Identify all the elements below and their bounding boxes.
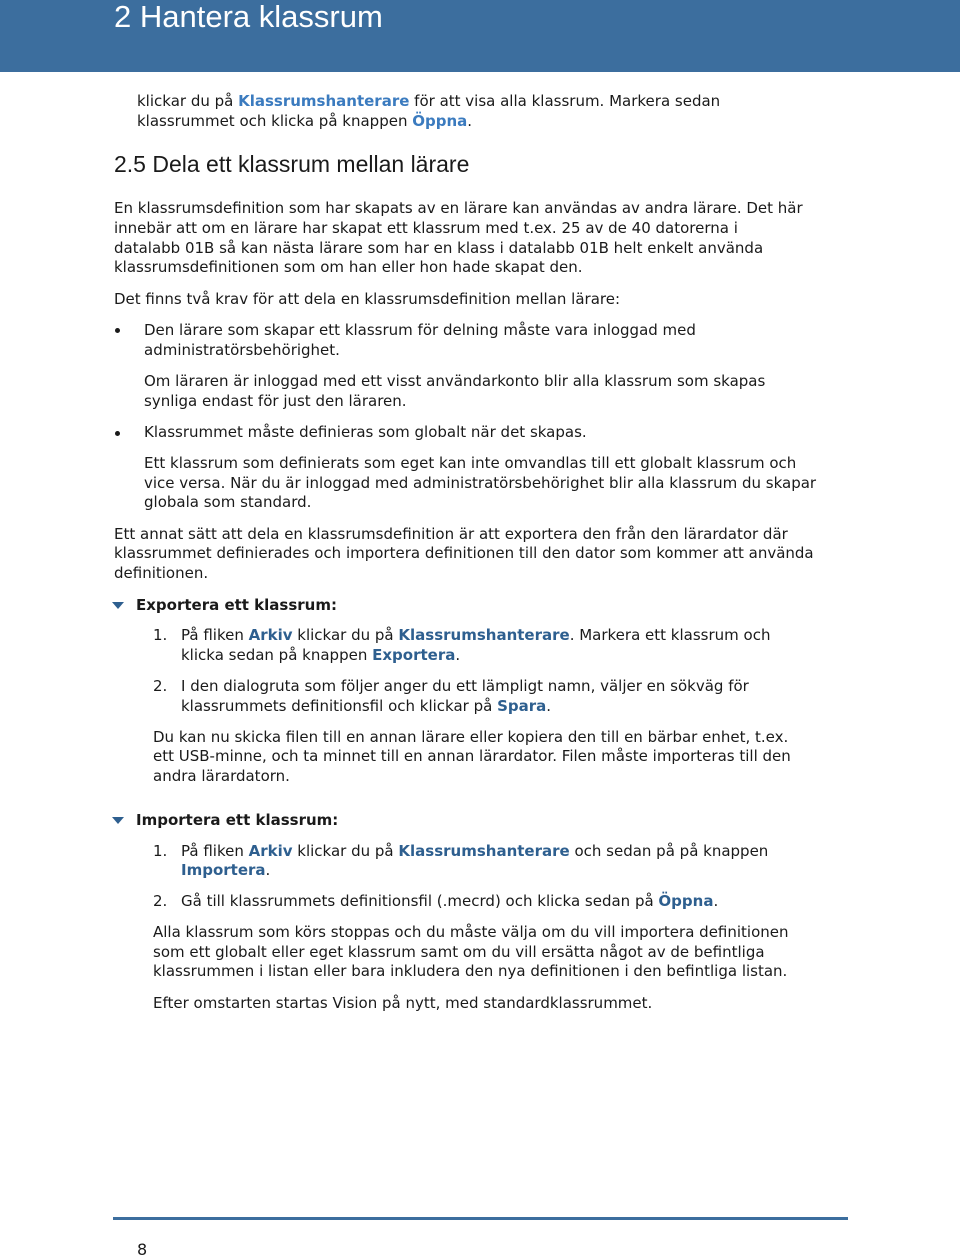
export-note: andra lärardatorn. bbox=[153, 767, 290, 785]
para1-line: En klassrumsdefinition som har skapats av en lärare kan användas av andra lärare. Det här bbox=[114, 199, 803, 217]
export-step-2-line: klassrummets definitionsfil och klickar på Spara. bbox=[181, 697, 552, 715]
para2: Det finns två krav för att dela en klassrumsdefinition mellan lärare: bbox=[114, 290, 621, 308]
para3-line: klassrummet definierades och importera definitionen till den dator som kommer att använda bbox=[114, 544, 814, 562]
step-number: 1. bbox=[153, 626, 168, 644]
chapter-header-bar bbox=[0, 0, 960, 72]
para3-line: Ett annat sätt att dela en klassrumsdefinition är att exportera den från den lärardator där bbox=[114, 525, 788, 543]
export-procedure-title: Exportera ett klassrum: bbox=[136, 596, 337, 614]
import-note: Alla klassrum som körs stoppas och du måste välja om du vill importera definitionen bbox=[153, 923, 789, 941]
spara-ref: Spara bbox=[497, 697, 547, 715]
klassrumshanterare-ref: Klassrumshanterare bbox=[238, 92, 410, 110]
collapse-triangle-icon[interactable] bbox=[112, 602, 124, 609]
bullet-2-note: vice versa. När du är inloggad med administratörsbehörighet blir alla klassrum du skapar bbox=[144, 474, 817, 492]
step-number: 2. bbox=[153, 677, 168, 695]
section-heading: 2.5 Dela ett klassrum mellan lärare bbox=[114, 151, 470, 177]
import-step-2-line: Gå till klassrummets definitionsfil (.mecrd) och klicka sedan på Öppna. bbox=[181, 892, 719, 910]
footer-rule bbox=[113, 1217, 848, 1220]
bullet-1-note: synliga endast för just den läraren. bbox=[144, 392, 407, 410]
export-step-2-line: I den dialogruta som följer anger du ett lämpligt namn, väljer en sökväg för bbox=[181, 677, 749, 695]
page-number: 8 bbox=[137, 1240, 148, 1259]
bullet-2-note: Ett klassrum som definierats som eget kan inte omvandlas till ett globalt klassrum och bbox=[144, 454, 797, 472]
bullet-2-line: Klassrummet måste definieras som globalt när det skapas. bbox=[144, 423, 587, 441]
arkiv-ref: Arkiv bbox=[248, 626, 293, 644]
arkiv-ref: Arkiv bbox=[248, 842, 293, 860]
import-note-restart: Efter omstarten startas Vision på nytt, med standardklassrummet. bbox=[153, 994, 653, 1012]
bullet-2-note: globala som standard. bbox=[144, 493, 312, 511]
intro-line-2: klassrummet och klicka på knappen Öppna. bbox=[137, 112, 473, 130]
bullet-1-line: administratörsbehörighet. bbox=[144, 341, 340, 359]
para1-line: datalabb 01B så kan nästa lärare som har en klass i datalabb 01B helt enkelt använda bbox=[114, 239, 764, 257]
intro-line-1: klickar du på Klassrumshanterare för att visa alla klassrum. Markera sedan bbox=[137, 92, 721, 110]
klassrumshanterare-ref: Klassrumshanterare bbox=[398, 626, 570, 644]
oppna-ref: Öppna bbox=[412, 112, 468, 130]
export-step-1-line: På fliken Arkiv klickar du på Klassrumshanterare. Markera ett klassrum och bbox=[181, 626, 771, 644]
step-number: 1. bbox=[153, 842, 168, 860]
chapter-title: 2 Hantera klassrum bbox=[114, 0, 383, 34]
bullet-dot bbox=[115, 431, 120, 436]
import-procedure-title: Importera ett klassrum: bbox=[136, 811, 339, 829]
collapse-triangle-icon[interactable] bbox=[112, 817, 124, 824]
bullet-1-note: Om läraren är inloggad med ett visst användarkonto blir alla klassrum som skapas bbox=[144, 372, 766, 390]
bullet-dot bbox=[115, 328, 120, 333]
bullet-1-line: Den lärare som skapar ett klassrum för delning måste vara inloggad med bbox=[144, 321, 696, 339]
exportera-ref: Exportera bbox=[372, 646, 456, 664]
step-number: 2. bbox=[153, 892, 168, 910]
export-note: Du kan nu skicka filen till en annan lärare eller kopiera den till en bärbar enhet, t.ex. bbox=[153, 728, 789, 746]
import-step-1-line: På fliken Arkiv klickar du på Klassrumshanterare och sedan på på knappen bbox=[181, 842, 769, 860]
import-note: klassrummen i listan eller bara inkludera den nya definitionen i den befintliga listan. bbox=[153, 962, 788, 980]
oppna-ref: Öppna bbox=[658, 892, 714, 910]
para1-line: innebär att om en lärare har skapat ett klassrum med t.ex. 25 av de 40 datorerna i bbox=[114, 219, 738, 237]
import-note: som ett globalt eller eget klassrum samt om du vill ersätta något av de befintliga bbox=[153, 943, 765, 961]
importera-ref: Importera bbox=[181, 861, 266, 879]
import-step-1-line: Importera. bbox=[181, 861, 271, 879]
klassrumshanterare-ref: Klassrumshanterare bbox=[398, 842, 570, 860]
export-step-1-line: klicka sedan på knappen Exportera. bbox=[181, 646, 461, 664]
para1-line: klassrumsdefinitionen som om han eller hon hade skapat den. bbox=[114, 258, 583, 276]
export-note: ett USB-minne, och ta minnet till en annan lärardator. Filen måste importeras till den bbox=[153, 747, 791, 765]
para3-line: definitionen. bbox=[114, 564, 209, 582]
